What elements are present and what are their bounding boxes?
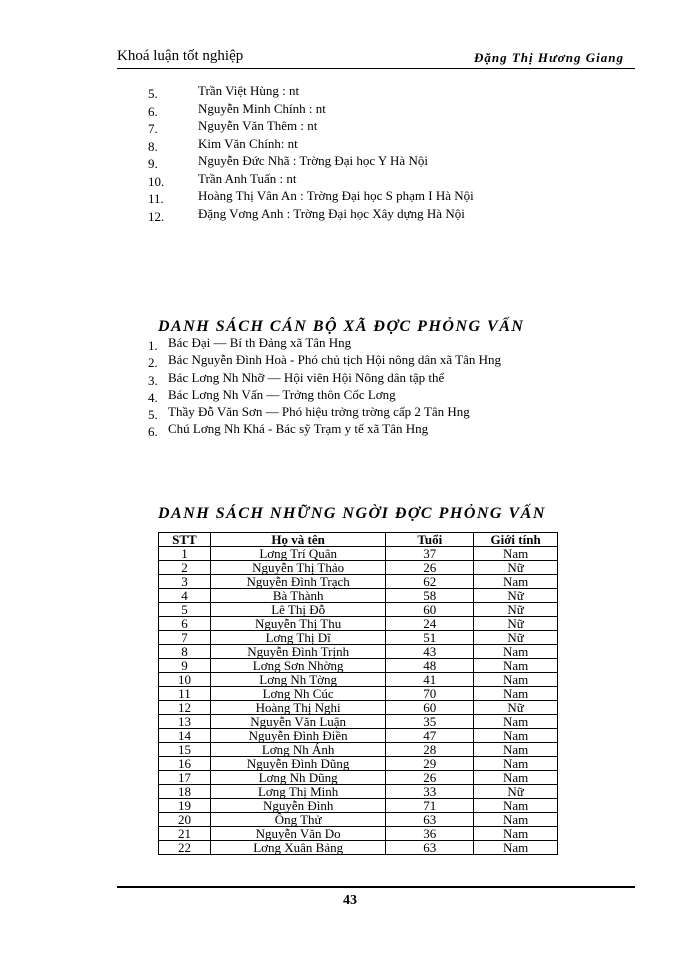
cell-gender: Nữ xyxy=(474,561,558,575)
table-row xyxy=(159,813,558,827)
cell-age: 33 xyxy=(386,785,474,799)
cell-gender: Nam xyxy=(474,659,558,673)
cell-stt: 6 xyxy=(159,617,211,631)
cell-name: Lơng Thị Minh xyxy=(210,785,386,799)
cell-stt: 3 xyxy=(159,575,211,589)
cell-name: Nguyễn Thị Thu xyxy=(210,617,386,631)
cell-age: 28 xyxy=(386,743,474,757)
cell-name: Nguyễn Văn Do xyxy=(210,827,386,841)
cell-age: 70 xyxy=(386,687,474,701)
table-row xyxy=(159,715,558,729)
cell-name: Bà Thành xyxy=(210,589,386,603)
interviewees-table xyxy=(158,532,558,855)
list-item-text: Bác Lơng Nh Nhỡ — Hội viên Hội Nông dân tập thể xyxy=(168,369,445,385)
list-item-text: Nguyễn Minh Chính : nt xyxy=(198,100,326,116)
table-row xyxy=(159,757,558,771)
cell-stt: 5 xyxy=(159,603,211,617)
cell-gender: Nam xyxy=(474,813,558,827)
list-item-number: 10. xyxy=(148,173,165,189)
list-item-text: Bác Nguyễn Đình Hoà - Phó chủ tịch Hội nông dân xã Tân Hng xyxy=(168,352,502,368)
cell-name: Lơng Nh Tờng xyxy=(210,673,386,687)
list-item-text: Bác Đại — Bí th Đảng xã Tân Hng xyxy=(168,335,352,350)
cell-age: 60 xyxy=(386,701,474,715)
list-item-number: 7. xyxy=(148,121,158,136)
cell-gender: Nam xyxy=(474,687,558,701)
table-row xyxy=(159,561,558,575)
footer-divider xyxy=(117,886,635,888)
cell-stt: 15 xyxy=(159,743,211,757)
cell-name: Lơng Trí Quân xyxy=(210,547,386,561)
cell-gender: Nam xyxy=(474,673,558,687)
cell-age: 60 xyxy=(386,603,474,617)
cell-age: 26 xyxy=(386,771,474,785)
cell-stt: 21 xyxy=(159,827,211,841)
header-author: Đặng Thị Hương Giang xyxy=(474,50,624,65)
cell-gender: Nam xyxy=(474,841,558,855)
cell-stt: 22 xyxy=(159,841,211,855)
cell-age: 26 xyxy=(386,561,474,575)
cell-age: 47 xyxy=(386,729,474,743)
cell-age: 62 xyxy=(386,575,474,589)
cell-gender: Nam xyxy=(474,547,558,561)
cell-stt: 13 xyxy=(159,715,211,729)
cell-age: 63 xyxy=(386,841,474,855)
interviewees-section-title: DANH SÁCH NHỮNG NGỜI ĐỢC PHỎNG VẤN xyxy=(158,505,546,522)
cell-name: Nguyễn Văn Luận xyxy=(210,715,386,729)
officials-section-title: DANH SÁCH CÁN BỘ XÃ ĐỢC PHỎNG VẤN xyxy=(158,318,525,335)
table-row xyxy=(159,729,558,743)
cell-gender: Nam xyxy=(474,799,558,813)
table-row xyxy=(159,785,558,799)
cell-gender: Nữ xyxy=(474,631,558,645)
table-header-row xyxy=(159,533,558,547)
cell-age: 63 xyxy=(386,813,474,827)
list-item-number: 2. xyxy=(148,355,158,371)
cell-age: 41 xyxy=(386,673,474,687)
cell-gender: Nam xyxy=(474,771,558,785)
header-divider xyxy=(117,68,635,69)
cell-stt: 20 xyxy=(159,813,211,827)
list-item-number: 3. xyxy=(148,372,158,388)
cell-name: Lê Thị Đỗ xyxy=(210,603,386,617)
cell-age: 24 xyxy=(386,617,474,631)
column-header-gender: Giới tính xyxy=(474,533,558,547)
table-row xyxy=(159,827,558,841)
table-row xyxy=(159,617,558,631)
cell-stt: 17 xyxy=(159,771,211,785)
cell-name: Ông Thử xyxy=(210,813,386,827)
cell-stt: 2 xyxy=(159,561,211,575)
table-row xyxy=(159,575,558,589)
list-item-text: Trần Anh Tuấn : nt xyxy=(198,170,297,186)
list-item-text: Nguyễn Văn Thêm : nt xyxy=(198,118,318,133)
cell-name: Hoàng Thị Nghi xyxy=(210,701,386,715)
table-row xyxy=(159,743,558,757)
cell-stt: 12 xyxy=(159,701,211,715)
cell-age: 36 xyxy=(386,827,474,841)
table-row xyxy=(159,771,558,785)
table-row xyxy=(159,799,558,813)
table-row xyxy=(159,645,558,659)
list-item-text: Trần Việt Hùng : nt xyxy=(198,83,300,98)
list-item-number: 9. xyxy=(148,156,158,171)
cell-gender: Nữ xyxy=(474,785,558,799)
list-item-text: Chú Lơng Nh Khá - Bác sỹ Trạm y tế xã Tân Hng xyxy=(168,421,429,437)
list-item-text: Bác Lơng Nh Vấn — Trởng thôn Cốc Lơng xyxy=(168,386,396,402)
table-row xyxy=(159,547,558,561)
cell-gender: Nữ xyxy=(474,589,558,603)
list-item-text: Đặng Vơng Anh : Trờng Đại học Xây dựng Hà Nội xyxy=(198,205,465,221)
column-header-age: Tuổi xyxy=(386,533,474,547)
list-item-number: 6. xyxy=(148,424,158,440)
list-item-number: 5. xyxy=(148,86,158,101)
cell-stt: 1 xyxy=(159,547,211,561)
cell-name: Nguyễn Đình Trịnh xyxy=(210,645,386,659)
table-row xyxy=(159,701,558,715)
cell-name: Lơng Nh Dũng xyxy=(210,771,386,785)
cell-stt: 16 xyxy=(159,757,211,771)
cell-age: 51 xyxy=(386,631,474,645)
list-item-number: 5. xyxy=(148,407,158,423)
cell-stt: 7 xyxy=(159,631,211,645)
list-item-number: 4. xyxy=(148,389,158,405)
cell-name: Nguyễn Đình Trạch xyxy=(210,575,386,589)
table-row xyxy=(159,673,558,687)
list-item-number: 11. xyxy=(148,191,164,206)
table-row xyxy=(159,687,558,701)
table-row xyxy=(159,589,558,603)
cell-name: Lơng Thị Dĩ xyxy=(210,631,386,645)
page-number: 43 xyxy=(343,893,357,908)
column-header-stt: STT xyxy=(159,533,211,547)
cell-stt: 4 xyxy=(159,589,211,603)
cell-name: Lơng Xuân Bảng xyxy=(210,841,386,855)
cell-stt: 19 xyxy=(159,799,211,813)
list-item-text: Kim Văn Chính: nt xyxy=(198,135,298,151)
cell-name: Lơng Sơn Nhờng xyxy=(210,659,386,673)
list-item-number: 12. xyxy=(148,208,165,224)
cell-age: 43 xyxy=(386,645,474,659)
cell-stt: 9 xyxy=(159,659,211,673)
cell-age: 29 xyxy=(386,757,474,771)
cell-gender: Nam xyxy=(474,827,558,841)
table-row xyxy=(159,631,558,645)
column-header-name: Họ và tên xyxy=(210,533,386,547)
list-item-text: Nguyễn Đức Nhã : Trờng Đại học Y Hà Nội xyxy=(198,153,428,168)
list-item-text: Thầy Đỗ Văn Sơn — Phó hiệu trởng trờng cấp 2 Tân Hng xyxy=(168,404,470,420)
cell-stt: 8 xyxy=(159,645,211,659)
cell-name: Nguyễn Đình xyxy=(210,799,386,813)
table-row xyxy=(159,603,558,617)
cell-age: 37 xyxy=(386,547,474,561)
cell-gender: Nam xyxy=(474,645,558,659)
list-item-text: Hoàng Thị Vân An : Trờng Đại học S phạm I Hà Nội xyxy=(198,188,474,203)
cell-name: Lơng Nh Ánh xyxy=(210,743,386,757)
cell-stt: 14 xyxy=(159,729,211,743)
list-item-number: 8. xyxy=(148,138,158,154)
header-title: Khoá luận tốt nghiệp xyxy=(117,48,244,64)
cell-age: 58 xyxy=(386,589,474,603)
cell-age: 71 xyxy=(386,799,474,813)
cell-gender: Nữ xyxy=(474,603,558,617)
list-item-number: 1. xyxy=(148,338,158,353)
cell-age: 48 xyxy=(386,659,474,673)
cell-gender: Nam xyxy=(474,575,558,589)
list-item-number: 6. xyxy=(148,103,158,119)
cell-gender: Nữ xyxy=(474,701,558,715)
cell-age: 35 xyxy=(386,715,474,729)
table-row xyxy=(159,841,558,855)
cell-gender: Nam xyxy=(474,757,558,771)
cell-name: Nguyễn Đình Điền xyxy=(210,729,386,743)
cell-gender: Nam xyxy=(474,743,558,757)
cell-name: Nguyễn Đình Dũng xyxy=(210,757,386,771)
cell-gender: Nam xyxy=(474,729,558,743)
cell-stt: 10 xyxy=(159,673,211,687)
table-body xyxy=(159,547,558,855)
table-row xyxy=(159,659,558,673)
cell-name: Lơng Nh Cúc xyxy=(210,687,386,701)
cell-name: Nguyễn Thị Thảo xyxy=(210,561,386,575)
cell-stt: 18 xyxy=(159,785,211,799)
cell-gender: Nam xyxy=(474,715,558,729)
cell-gender: Nữ xyxy=(474,617,558,631)
cell-stt: 11 xyxy=(159,687,211,701)
